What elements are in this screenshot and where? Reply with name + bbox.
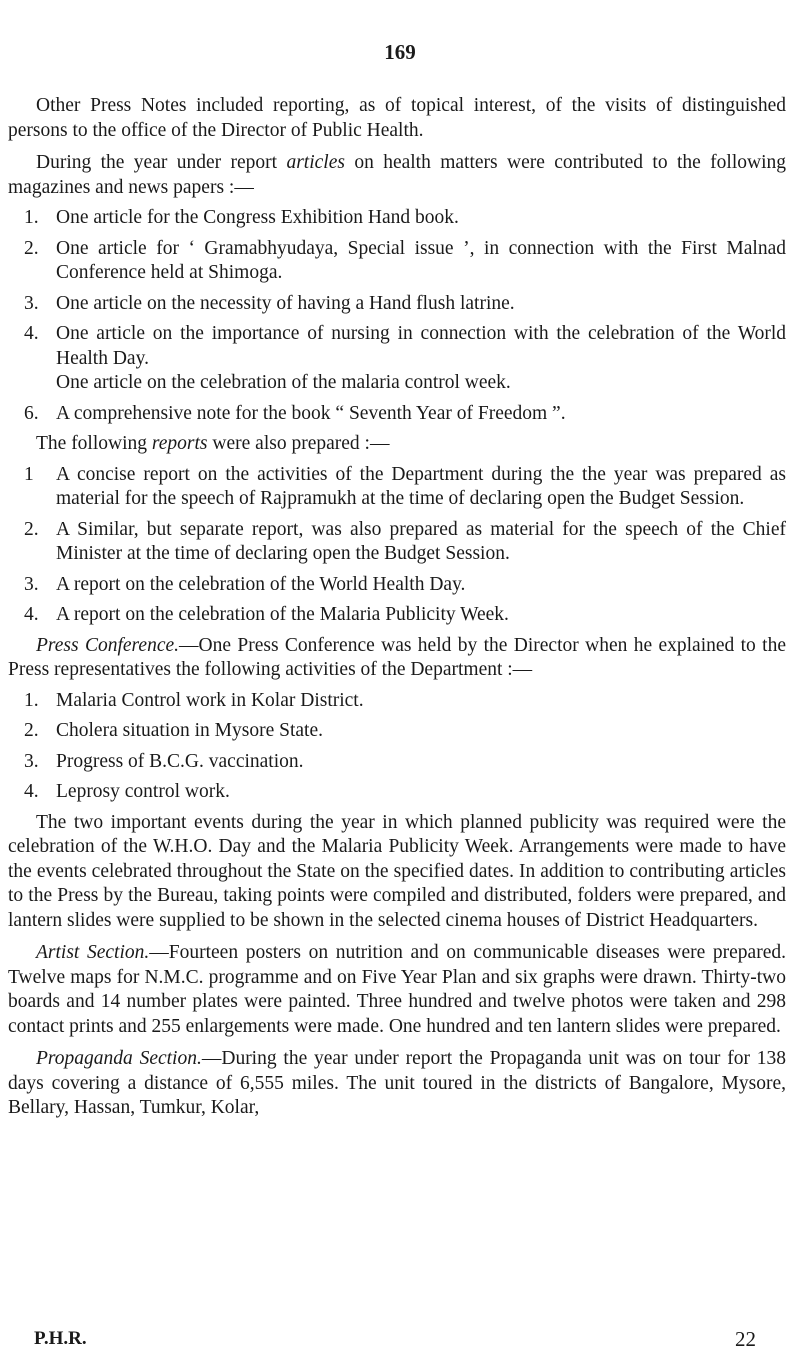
list-item: 1 A concise report on the activities of the Department during the the year was prepared as material for the speech of Rajpramukh at the time of declaring open the Budget Session.: [24, 463, 786, 509]
list-item: 1. Malaria Control work in Kolar District.: [24, 689, 364, 711]
reports-list: [8, 463, 786, 628]
footer-code: P.H.R.: [34, 1328, 87, 1349]
page-number: 169: [384, 40, 416, 64]
paragraph-articles-intro: During the year under report articles on health matters were contributed to the following magazines and news papers :—: [8, 152, 786, 198]
articles-list: [8, 206, 786, 426]
list-item: 1. One article for the Congress Exhibition Hand book.: [24, 207, 459, 228]
paragraph-artist-section: Artist Section.—Fourteen posters on nutrition and on communicable diseases were prepared. Twelve maps for N.M.C. programme and on Five Year Plan and six graphs were drawn. Thirty-two boards and 14 number plates were painted. Three hundred and twelve photos were taken and 298 contact prints and 255 enlargements were made. One hundred and ten lantern slides were prepared.: [8, 942, 786, 1037]
list-item: 6. A comprehensive note for the book “ Seventh Year of Freedom ”.: [24, 402, 566, 424]
list-item: 3. One article on the necessity of having a Hand flush latrine.: [24, 292, 515, 314]
page-footer: [34, 1327, 756, 1352]
list-item: 2. Cholera situation in Mysore State.: [24, 720, 324, 741]
list-item: 3. Progress of B.C.G. vaccination.: [24, 750, 304, 772]
list-item: 4. A report on the celebration of the Malaria Publicity Week.: [24, 604, 509, 625]
list-item: 2. One article for ‘ Gramabhyudaya, Special issue ’, in connection with the First Malnad Conference held at Shimoga.: [24, 237, 786, 283]
paragraph-press-conference: Press Conference.—One Press Conference was held by the Director when he explained to the Press representatives the following activities of the Department :—: [8, 634, 786, 680]
paragraph-propaganda-section: Propaganda Section.—During the year under report the Propaganda unit was on tour for 138 days covering a distance of 6,555 miles. The unit toured in the districts of Bangalore, Mysore, Bellary, Hassan, Tumkur, Kolar,: [8, 1048, 787, 1118]
activities-list: [8, 689, 786, 805]
list-item: 2. A Similar, but separate report, was also prepared as material for the speech of the Chief Minister at the time of declaring open the Budget Session.: [24, 518, 786, 564]
list-item: 4. Leprosy control work.: [24, 781, 230, 802]
page-body: [8, 92, 786, 1121]
paragraph-reports-intro: The following reports were also prepared :—: [36, 433, 390, 454]
list-item: 3. A report on the celebration of the World Health Day.: [24, 573, 466, 595]
paragraph-important-events: The two important events during the year in which planned publicity was required were the celebration of the W.H.O. Day and the Malaria Publicity Week. Arrangements were made to have the events celebrated throughout the State on the specified dates. In addition to contributing articles to the Press by the Bureau, taking points were compiled and distributed, folders were prepared, and lantern slides were supplied to be shown in the selected cinema houses of District Headquarters.: [8, 811, 786, 931]
paragraph-press-notes: Other Press Notes included reporting, as of topical interest, of the visits of distinguished persons to the office of the Director of Public Health.: [8, 95, 786, 141]
footer-sheet-number: 22: [735, 1327, 756, 1351]
list-item: 4. One article on the importance of nursing in connection with the celebration of the World Health Day. One article on the celebration of the malaria control week.: [24, 323, 786, 393]
